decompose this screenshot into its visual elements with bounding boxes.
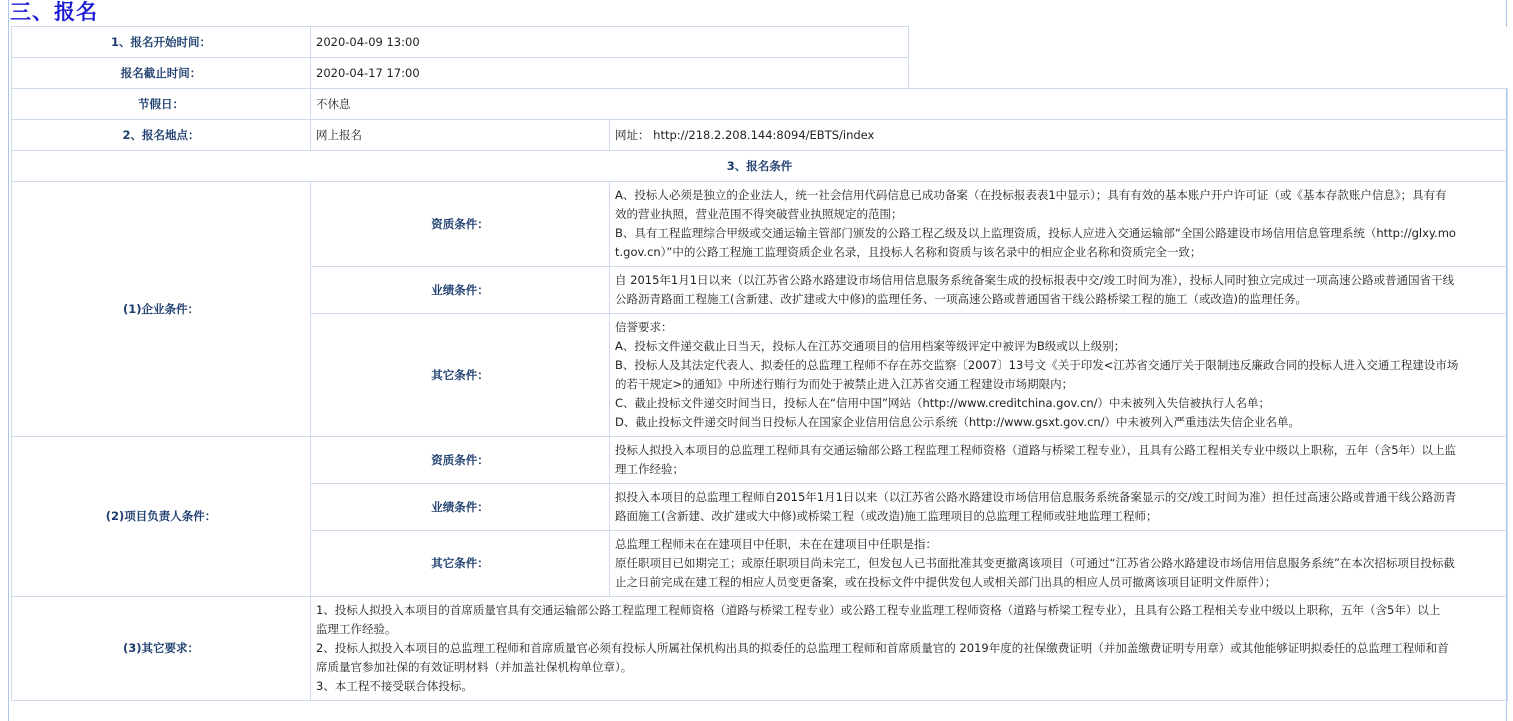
enterprise-other-text — [610, 314, 1508, 437]
text-line: 理工作经验； — [615, 462, 684, 476]
registration-table — [11, 26, 1508, 701]
other-requirements-label: (3)其它要求： — [12, 597, 311, 701]
text-line: 3、本工程不接受联合体投标。 — [316, 679, 473, 693]
text-line: B、投标人及其法定代表人、拟委任的总监理工程师不存在苏交监察〔2007〕13号文《关于印发<江苏省交通厅关于限制违反廉政合同的投标人进入交通工程建设市场 — [615, 358, 1459, 372]
text-line: t.gov.cn）”中的公路工程施工监理资质企业名录，且投标人名称和资质与该名录中的相应企业名称和资质完全一致； — [615, 245, 1202, 259]
text-line: 止之日前完成在建工程的相应人员变更备案，或在投标文件中提供发包人或相关部门出具的相应人员可撤离该项目证明文件原件）； — [615, 575, 1277, 589]
row-end-time — [12, 58, 1508, 89]
leader-other-text — [610, 531, 1508, 597]
row-other-requirements — [12, 597, 1508, 701]
text-line: C、截止投标文件递交时间当日，投标人在“信用中国”网站（http://www.creditchina.gov.cn/）中未被列入失信被执行人名单； — [615, 396, 1271, 410]
section-title: 三、报名 — [10, 0, 98, 24]
holiday-label: 节假日： — [12, 89, 311, 120]
text-line: 监理工作经验。 — [316, 622, 397, 636]
row-enterprise-qualification — [12, 182, 1508, 267]
leader-other-label: 其它条件： — [311, 531, 610, 597]
text-line: A、投标人必须是独立的企业法人，统一社会信用代码信息已成功备案（在投标报表表1中显示）；具有有效的基本账户开户许可证（或《基本存款账户信息》；具有有 — [615, 188, 1447, 202]
text-line: D、截止投标文件递交时间当日投标人在国家企业信用信息公示系统（http://www.gsxt.gov.cn/）中未被列入严重违法失信企业名单。 — [615, 415, 1301, 429]
text-line: 2、投标人拟投入本项目的总监理工程师和首席质量官必须有投标人所属社保机构出具的拟委任的总监理工程师和首席质量官的 2019年度的社保缴费证明（并加盖缴费证明专用章）或其他能够证明拟委任的总监理工程师和首 — [316, 641, 1449, 655]
start-time-value: 2020-04-09 13:00 — [311, 27, 909, 58]
text-line: 席质量官参加社保的有效证明材料（并加盖社保机构单位章）。 — [316, 660, 633, 674]
leader-performance-label: 业绩条件： — [311, 484, 610, 531]
end-time-value: 2020-04-17 17:00 — [311, 58, 909, 89]
row-leader-qualification — [12, 437, 1508, 484]
enterprise-other-label: 其它条件： — [311, 314, 610, 437]
conditions-heading: 3、报名条件 — [12, 151, 1508, 182]
website-text: 网址： http://218.2.208.144:8094/EBTS/index — [610, 120, 1508, 151]
text-line: 信誉要求： — [615, 320, 673, 334]
text-line: 路面施工(含新建、改扩建或大中修)或桥梁工程（或改造)施工监理项目的总监理工程师或驻地监理工程师； — [615, 509, 1158, 523]
holiday-value: 不休息 — [311, 89, 1508, 120]
text-line: 投标人拟投入本项目的总监理工程师具有交通运输部公路工程监理工程师资格（道路与桥梁工程专业），且具有公路工程相关专业中级以上职称，五年（含5年）以上监 — [615, 443, 1457, 457]
enterprise-qualification-text — [610, 182, 1508, 267]
leader-qualification-label: 资质条件： — [311, 437, 610, 484]
leader-performance-text — [610, 484, 1508, 531]
text-line: 的若干规定>的通知》中所述行贿行为而处于被禁止进入江苏省交通工程建设市场期限内； — [615, 377, 1074, 391]
enterprise-qualification-label: 资质条件： — [311, 182, 610, 267]
text-line: 自 2015年1月1日以来（以江苏省公路水路建设市场信用信息服务系统备案生成的投标报表中交/竣工时间为准），投标人同时独立完成过一项高速公路或普通国省干线 — [615, 273, 1455, 287]
text-line: 原任职项目已如期完工；或原任职项目尚未完工，但发包人已书面批准其变更撤离该项目（可通过“江苏省公路水路建设市场信用信息服务系统”在本次招标项目投标截 — [615, 556, 1455, 570]
project-leader-conditions-label: (2)项目负责人条件： — [12, 437, 311, 597]
row-start-time — [12, 27, 1508, 58]
row-conditions-heading — [12, 151, 1508, 182]
location-value: 网上报名 — [311, 120, 610, 151]
row-holiday — [12, 89, 1508, 120]
row-location — [12, 120, 1508, 151]
text-line: 拟投入本项目的总监理工程师自2015年1月1日以来（以江苏省公路水路建设市场信用信息服务系统备案显示的交/竣工时间为准）担任过高速公路或普通干线公路沥青 — [615, 490, 1457, 504]
text-line: 效的营业执照，营业范围不得突破营业执照规定的范围； — [615, 207, 903, 221]
location-label: 2、报名地点： — [12, 120, 311, 151]
other-requirements-text — [311, 597, 1508, 701]
left-border-rule — [8, 0, 9, 721]
text-line: 1、投标人拟投入本项目的首席质量官具有交通运输部公路工程监理工程师资格（道路与桥梁工程专业）或公路工程专业监理工程师资格（道路与桥梁工程专业），且具有公路工程相关专业中级以上职称，五年（含5年）以上 — [316, 603, 1441, 617]
enterprise-performance-label: 业绩条件： — [311, 267, 610, 314]
end-time-label: 报名截止时间： — [12, 58, 311, 89]
start-time-label: 1、报名开始时间： — [12, 27, 311, 58]
enterprise-performance-text — [610, 267, 1508, 314]
text-line: B、具有工程监理综合甲级或交通运输主管部门颁发的公路工程乙级及以上监理资质，投标人应进入交通运输部“全国公路建设市场信用信息管理系统（http://glxy.mo — [615, 226, 1456, 240]
enterprise-conditions-label: (1)企业条件： — [12, 182, 311, 437]
text-line: A、投标文件递交截止日当天，投标人在江苏交通项目的信用档案等级评定中被评为B级或以上级别； — [615, 339, 1126, 353]
leader-qualification-text — [610, 437, 1508, 484]
text-line: 总监理工程师未在在建项目中任职，未在在建项目中任职是指： — [615, 537, 937, 551]
text-line: 公路沥青路面工程施工(含新建、改扩建或大中修)的监理任务、一项高速公路或普通国省干线公路桥梁工程的施工（或改造)的监理任务。 — [615, 292, 1307, 306]
